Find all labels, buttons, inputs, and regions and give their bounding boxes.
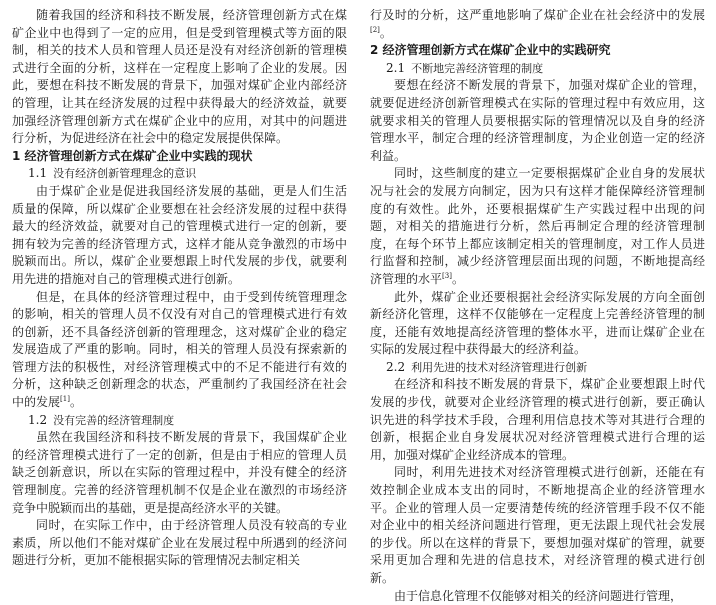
citation-ref: [2] [370,25,380,34]
paragraph-end: 。 [451,271,464,286]
body-paragraph: 要想在经济不断发展的背景下，加强对煤矿企业的管理，就要促进经济创新管理模式在实际的管理过程中有效应用，这就要求相关的管理人员要根据实际的管理情况以及自身的经济管理水平，制定合理的经济管理制度，为企业创造一定的经济利益。 [370,78,705,163]
right-column [370,7,705,605]
subsection-title: 不断地完善经济管理的制度 [411,61,544,75]
body-paragraph: 同时，在实际工作中，由于经济管理人员没有较高的专业素质，所以他们不能对煤矿企业在发展过程中所遇到的经济问题进行分析，更加不能根据实际的管理情况去制定相关 [12,518,347,568]
subsection-title: 没有经济创新管理理念的意识 [53,167,197,181]
continued-paragraph [370,7,705,42]
subsection-title: 利用先进的技术对经济管理进行创新 [411,360,588,374]
body-paragraph: 由于信息化管理不仅能够对相关的经济问题进行管理， [394,588,683,603]
body-paragraph [12,289,347,412]
paragraph-text: 同时，这些制度的建立一定要根据煤矿企业自身的发展状况与社会的发展方向制定，因为只有这样才能保障经济管理制度的有效性。此外，还要根据煤矿生产实践过程中出现的问题，对相关的措施进行分析，然后再制定合理的经济管理制度，在每个环节上都应该制定相关的管理制度，对工作人员进行监督和控制，减少经济管理层面出现的问题，不断地提高经济管理的水平 [370,166,705,286]
subsection-title: 没有完善的经济管理制度 [53,413,175,427]
body-paragraph: 此外，煤矿企业还要根据社会经济实际发展的方向全面创新经济化管理，这样不仅能够在一定程度上完善经济管理的制度，还能有效地提高经济管理的整体水平，进而让煤矿企业在实际的发展过程中获得最大的经济利益。 [370,289,705,357]
paragraph-text: 但是，在具体的经济管理过程中，由于受到传统管理理念的影响，相关的管理人员不仅没有对自己的管理模式进行有效的创新，还不具备经济创新的管理理念，这对煤矿企业的稳定发展造成了严重的影响。同时，相关的管理人员没有探索新的管理方法的积极性，对经济管理模式中的不足不能进行有效的分析，这种缺乏创新理念的状态，严重制约了我国经济在社会中的发展 [12,289,347,410]
body-paragraph: 同时，利用先进技术对经济管理模式进行创新，还能在有效控制企业成本支出的同时，不断地提高企业的经济管理水平。企业的管理人员一定要清楚传统的经济管理手段不仅不能对企业中的相关经济问题进行管理，更无法跟上现代社会发展的步伐。所以在这样的背景下，要想加强对煤矿的管理，就要采用更加合理和先进的信息技术，对经济管理的模式进行创新。 [370,465,705,585]
subsection-1-2-heading [12,412,347,430]
subsection-2-2-heading [370,359,705,377]
subsection-number: 1.2 [28,412,48,427]
subsection-2-1-heading [370,60,705,78]
subsection-number: 1.1 [28,166,48,181]
body-paragraph: 由于煤矿企业是促进我国经济发展的基础，更是人们生活质量的保障，所以煤矿企业要想在社会经济发展的过程中获得最大的经济效益，就要对自己的管理模式进行一定的创新，要拥有较为完善的经济管理方式，这样才能从竞争激烈的市场中脱颖而出。所以，煤矿企业要想跟上时代发展的步伐，就要利用先进的措施对自己的管理模式进行创新。 [12,183,347,286]
section-2-heading: 2 经济管理创新方式在煤矿企业中的实践研究 [370,43,611,58]
section-1-heading: 1 经济管理创新方式在煤矿企业中实践的现状 [12,148,253,163]
citation-ref: [1] [60,395,70,404]
citation-ref: [3] [442,271,452,280]
body-paragraph: 虽然在我国经济和科技不断发展的背景下，我国煤矿企业的经济管理模式进行了一定的创新，但是由于相应的管理人员缺乏创新意识，所以在实际的管理过程中，并没有健全的经济管理制度。完善的经济管理机制不仅是企业在激烈的市场经济竞争中脱颖而出的基础，更是提高经济水平的关键。 [12,430,347,515]
body-paragraph: 在经济和科技不断发展的背景下，煤矿企业要想跟上时代发展的步伐，就要对企业经济管理的模式进行创新，要正确认识先进的科学技术手段，合理利用信息技术等对其进行合理的创新，根据企业自身发展状况对经济管理模式进行合理的运用，加强对煤矿企业经济成本的管理。 [370,377,705,462]
subsection-number: 2.1 [386,60,406,75]
paragraph-text: 行及时的分析，这严重地影响了煤矿企业在社会经济中的发展 [370,8,705,22]
paragraph-end: 。 [379,25,392,40]
subsection-number: 2.2 [386,359,406,374]
intro-paragraph: 随着我国的经济和科技不断发展，经济管理创新方式在煤矿企业中也得到了一定的应用，但是受到管理模式等方面的限制，相关的技术人员和管理人员还是没有对经济创新的管理模式进行全面的分析，这样在一定程度上影响了企业的发展。因此，要想在科技不断发展的背景下，加强对煤矿企业内部经济的管理，让其在经济发展的过程中获得最大的经济效益，就要加强经济管理创新方式在煤矿企业中的应用，对其中的问题进行分析，为促进经济在社会中的稳定发展提供保障。 [12,8,347,146]
body-paragraph [370,165,705,288]
paragraph-end: 。 [69,395,82,410]
subsection-1-1-heading [12,165,347,183]
left-column [12,7,347,570]
